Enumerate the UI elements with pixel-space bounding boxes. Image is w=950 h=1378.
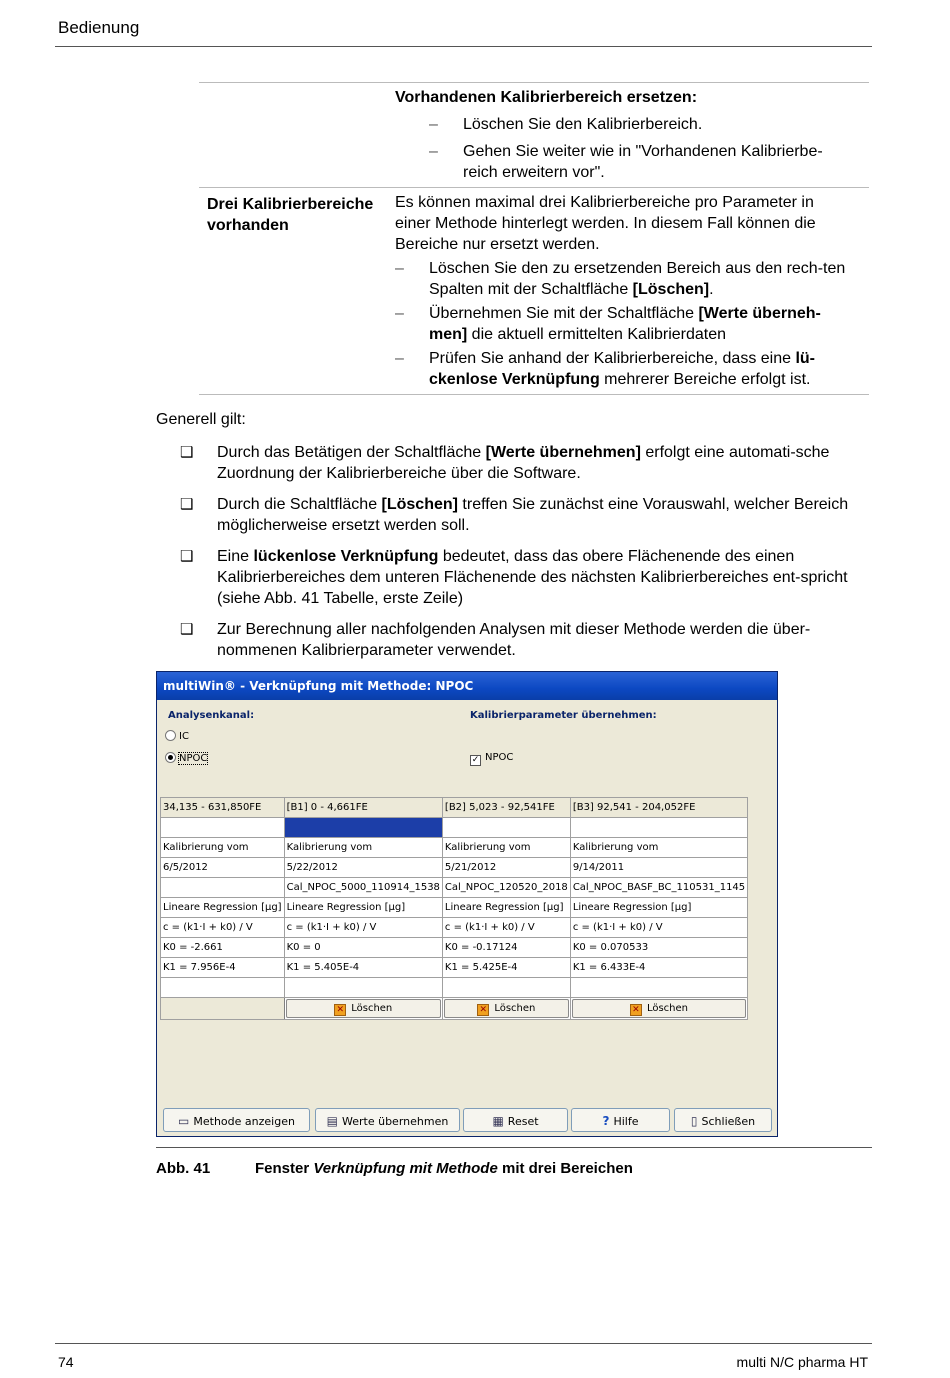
list-item: ❑ Durch das Betätigen der Schaltfläche [Werte übernehmen] erfolgt eine automati-sche Zuordnung der Kalibrierbereiche über die Software. — [180, 444, 830, 482]
checkbox-bullet-icon: ❑ — [180, 548, 194, 565]
table-row: K0 = -2.661 K0 = 0 K0 = -0.17124 K0 = 0.070533 — [161, 938, 748, 958]
table-row-label: Drei Kalibrierbereiche vorhanden — [207, 196, 374, 234]
dash-item: – Löschen Sie den zu ersetzenden Bereich aus den rech-ten Spalten mit der Schaltfläche [Löschen]. — [395, 260, 846, 298]
reset-button[interactable]: ▦ Reset — [463, 1108, 568, 1132]
delete-icon: ✕ — [630, 1004, 642, 1016]
selected-cell[interactable] — [284, 818, 442, 838]
table-row-label — [199, 85, 395, 183]
folder-icon: ▭ — [178, 1114, 190, 1128]
table-row — [161, 998, 748, 1020]
general-lead: Generell gilt: — [156, 411, 246, 428]
checkmark-icon: ✓ — [471, 755, 480, 765]
delete-icon: ✕ — [334, 1004, 346, 1016]
delete-button-b3[interactable]: ✕ Löschen — [572, 999, 746, 1018]
dash-item: – Prüfen Sie anhand der Kalibrierbereiche, dass eine lü-ckenlose Verknüpfung mehrerer Bereiche erfolgt ist. — [395, 350, 815, 388]
list-item: ❑ Durch die Schaltfläche [Löschen] treffen Sie zunächst eine Vorauswahl, welcher Bereich möglicherweise ersetzt werden soll. — [180, 496, 849, 534]
checkbox-bullet-icon: ❑ — [180, 621, 194, 638]
replace-heading: Vorhandenen Kalibrierbereich ersetzen: — [395, 89, 698, 106]
radio-ic[interactable]: IC — [165, 730, 189, 742]
checkbox-npoc[interactable]: ✓ NPOC — [471, 752, 514, 765]
channel-group-label: Analysenkanal: — [168, 710, 255, 721]
running-header: Bedienung — [58, 18, 140, 37]
table-row — [199, 188, 869, 395]
grid-header-cell[interactable]: [B3] 92,541 - 204,052FE — [570, 798, 747, 818]
radio-icon — [165, 730, 176, 741]
checkbox-bullet-icon: ❑ — [180, 444, 194, 461]
table-row: Kalibrierung vom Kalibrierung vom Kalibrierung vom Kalibrierung vom — [161, 838, 748, 858]
show-method-button[interactable]: ▭ Methode anzeigen — [163, 1108, 310, 1132]
window-title: multiWin® - Verknüpfung mit Methode: NPOC — [157, 672, 777, 700]
table-row-content — [395, 85, 869, 183]
delete-button-b2[interactable]: ✕ Löschen — [444, 999, 569, 1018]
params-group-label: Kalibrierparameter übernehmen: — [470, 710, 657, 721]
figure-caption: Fenster Verknüpfung mit Methode mit drei Bereichen — [255, 1160, 633, 1177]
help-icon: ? — [602, 1114, 610, 1128]
header-rule — [55, 46, 872, 47]
list-item: ❑ Zur Berechnung aller nachfolgenden Analysen mit dieser Methode werden die über-nommenen Kalibrierparameter verwendet. — [180, 621, 811, 659]
close-button[interactable]: ▯ Schließen — [674, 1108, 772, 1132]
caption-rule — [156, 1147, 872, 1148]
grid-header-cell[interactable]: [B2] 5,023 - 92,541FE — [442, 798, 570, 818]
apply-values-button[interactable]: ▤ Werte übernehmen — [315, 1108, 460, 1132]
dash-item: – Löschen Sie den Kalibrierbereich. — [429, 116, 703, 133]
footer-rule — [55, 1343, 872, 1344]
dash-item: – Gehen Sie weiter wie in "Vorhandenen Kalibrierbe-reich erweitern vor". — [429, 143, 823, 181]
table-row: K1 = 7.956E-4 K1 = 5.405E-4 K1 = 5.425E-4 K1 = 6.433E-4 — [161, 958, 748, 978]
grid-header-cell[interactable]: [B1] 0 - 4,661FE — [284, 798, 442, 818]
figure-number: Abb. 41 — [156, 1160, 211, 1177]
reset-icon: ▦ — [492, 1114, 504, 1128]
table-row: Cal_NPOC_5000_110914_1538 Cal_NPOC_120520_2018 Cal_NPOC_BASF_BC_110531_1145 — [161, 878, 748, 898]
table-row: Lineare Regression [µg] Lineare Regression [µg] Lineare Regression [µg] Lineare Regression [µg] — [161, 898, 748, 918]
radio-selected-icon — [165, 752, 176, 763]
apply-icon: ▤ — [326, 1114, 338, 1128]
page-number: 74 — [58, 1354, 74, 1370]
radio-npoc[interactable]: NPOC — [165, 752, 207, 764]
table-row — [161, 818, 748, 838]
table-row — [161, 978, 748, 998]
table-row: c = (k1·I + k0) / V c = (k1·I + k0) / V c = (k1·I + k0) / V c = (k1·I + k0) / V — [161, 918, 748, 938]
delete-icon: ✕ — [477, 1004, 489, 1016]
door-icon: ▯ — [690, 1114, 698, 1128]
table-row — [199, 83, 869, 188]
table-row-content — [395, 190, 869, 390]
checkbox-bullet-icon: ❑ — [180, 496, 194, 513]
help-button[interactable]: ? Hilfe — [571, 1108, 670, 1132]
table-row: 6/5/2012 5/22/2012 5/21/2012 9/14/2011 — [161, 858, 748, 878]
link-method-window — [156, 671, 778, 1137]
delete-button-b1[interactable]: ✕ Löschen — [286, 999, 441, 1018]
calibration-grid — [160, 797, 748, 1020]
grid-header-cell[interactable]: 34,135 - 631,850FE — [161, 798, 285, 818]
dash-item: – Übernehmen Sie mit der Schaltfläche [Werte überneh-men] die aktuell ermittelten Kalibrierdaten — [395, 305, 821, 343]
product-name: multi N/C pharma HT — [736, 1354, 868, 1370]
table-row — [161, 798, 748, 818]
list-item: ❑ Eine lückenlose Verknüpfung bedeutet, dass das obere Flächenende des einen Kalibrierbereiches dem unteren Flächenende des nächsten Kalibrierbereiches ent-spricht (siehe Abb. 41 Tabelle, erste Zeile) — [180, 548, 848, 607]
intro-paragraph: Es können maximal drei Kalibrierbereiche pro Parameter in einer Methode hinterlegt werden. In diesem Fall können die Bereiche nur ersetzt werden. — [395, 194, 816, 253]
instruction-table — [199, 82, 869, 395]
